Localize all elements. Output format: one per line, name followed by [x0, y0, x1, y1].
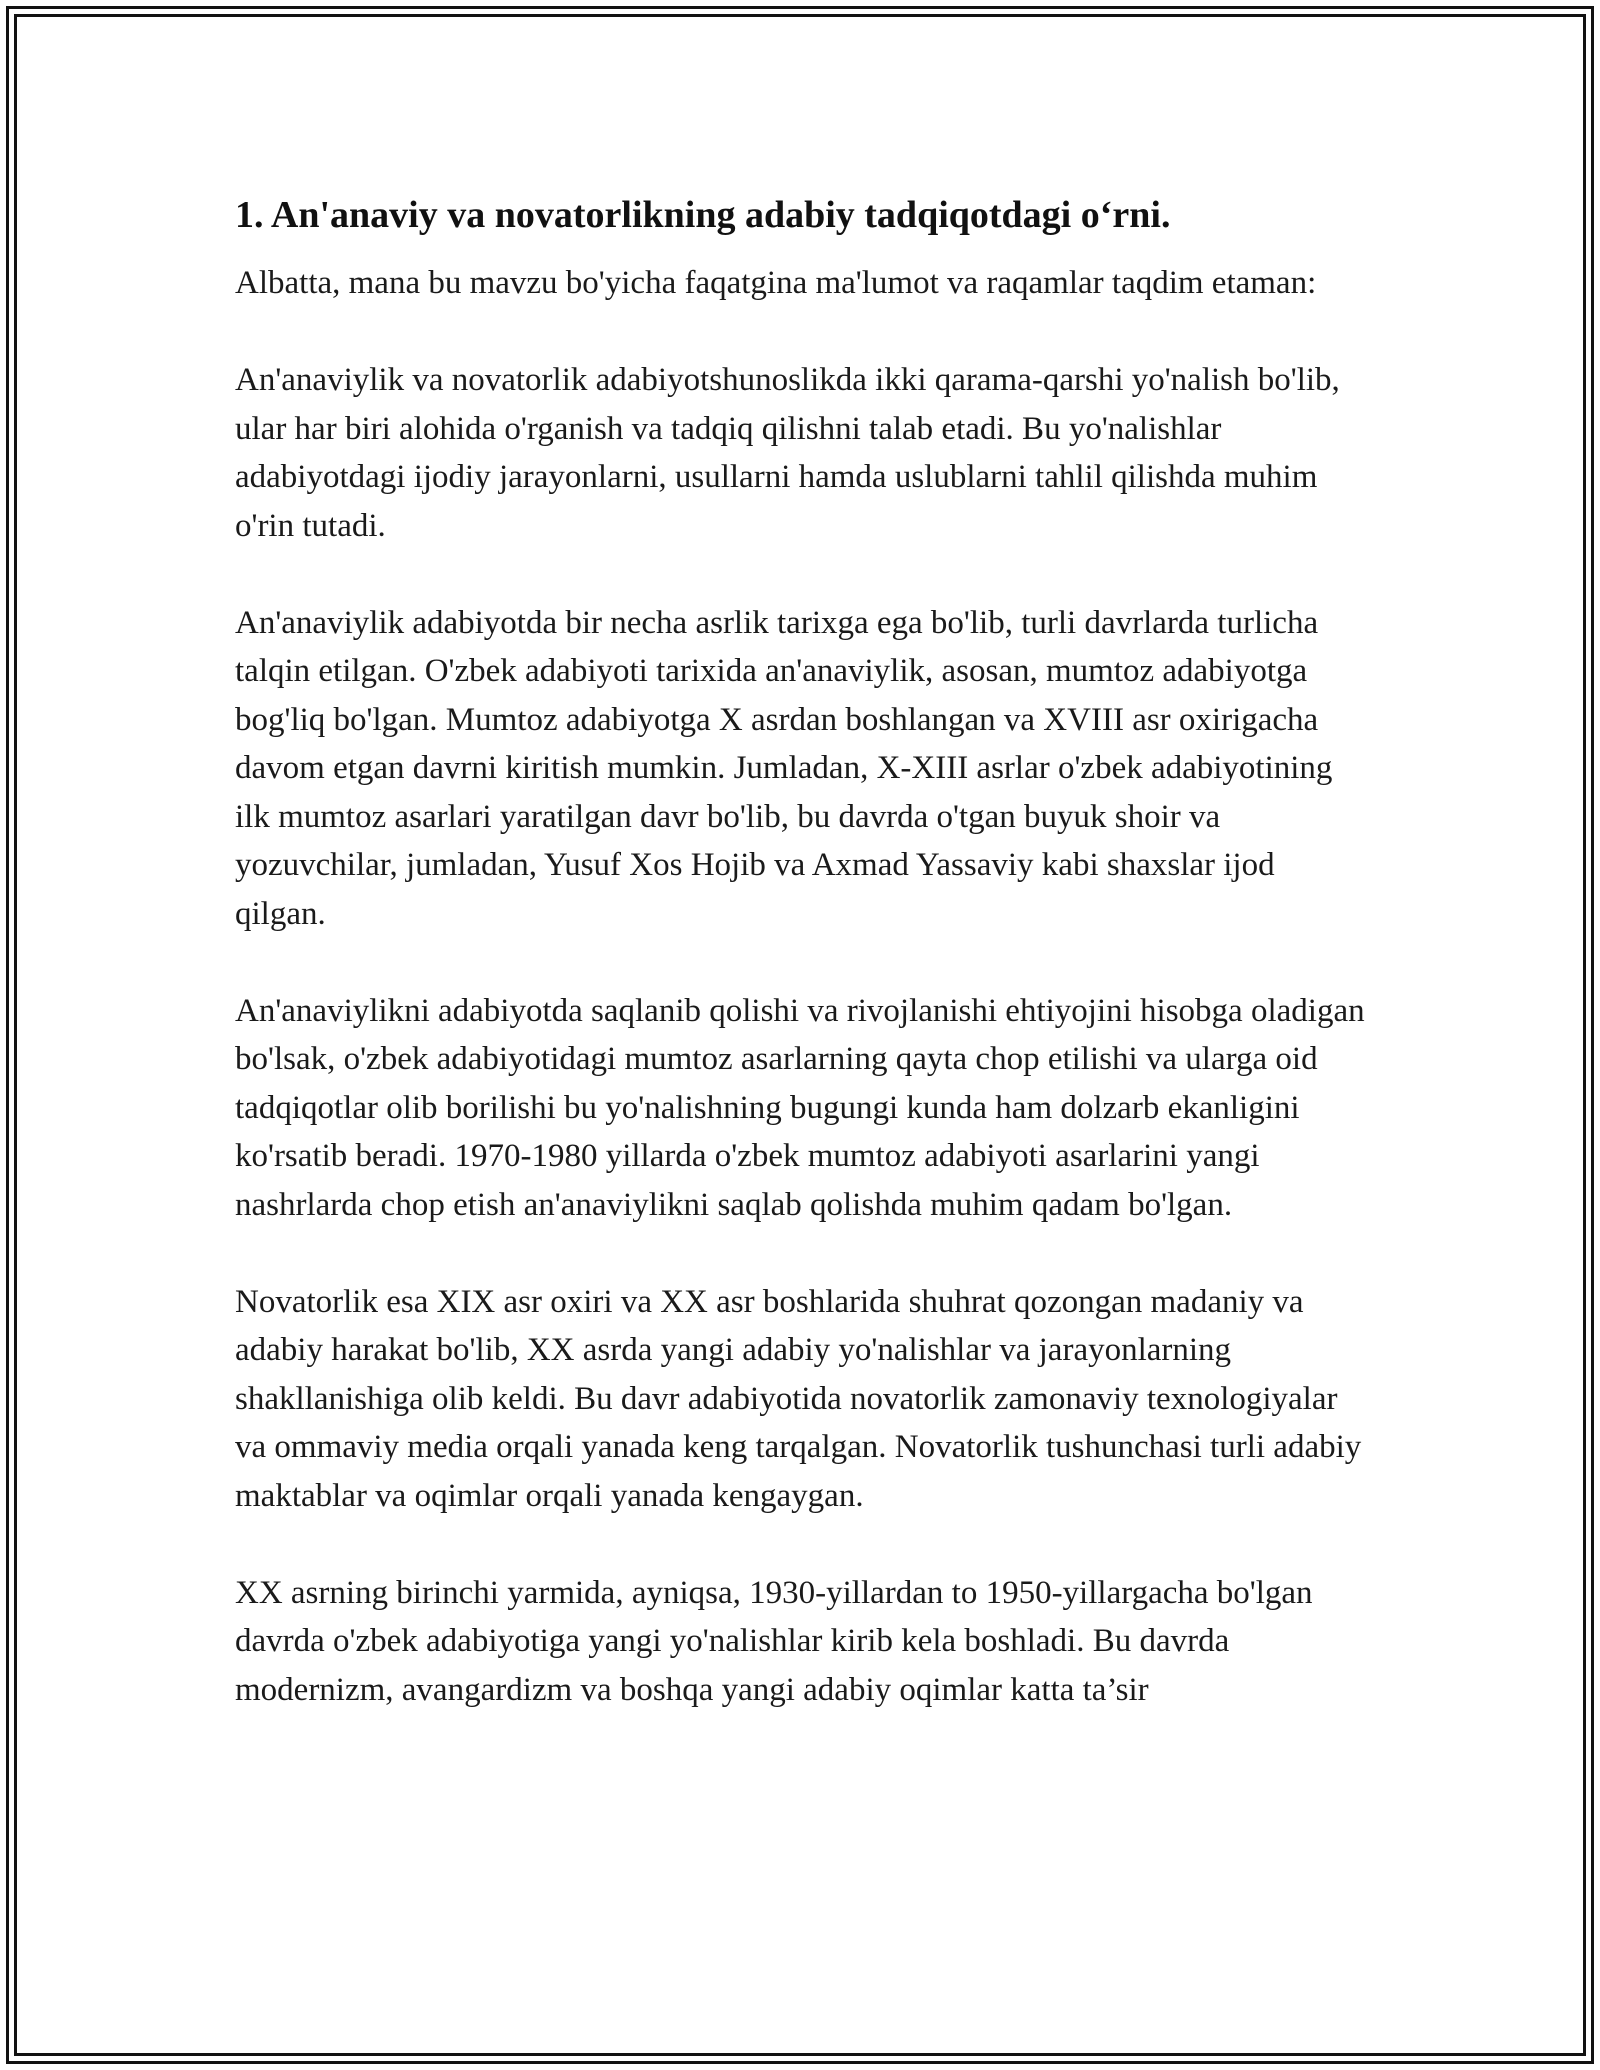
paragraph-twentieth-century: XX asrning birinchi yarmida, ayniqsa, 1930-yillardan to 1950-yillargacha bo'lgan davrda o'zbek adabiyotiga yangi yo'nalishlar kirib kela boshladi. Bu davrda modernizm, avangardizm va boshqa yangi adabiy oqimlar katta ta’sir [235, 1574, 1313, 1708]
paragraph-definition: An'anaviylik va novatorlik adabiyotshunoslikda ikki qarama-qarshi yo'nalish bo'lib, ular har biri alohida o'rganish va tadqiq qilishni talab etadi. Bu yo'nalishlar adabiyotdagi ijodiy jarayonlarni, usullarni hamda uslublarni tahlil qilishda muhim o'rin tutadi. [235, 362, 1340, 544]
paragraph-innovation: Novatorlik esa XIX asr oxiri va XX asr boshlarida shuhrat qozongan madaniy va adabiy harakat bo'lib, XX asrda yangi adabiy yo'nalishlar va jarayonlarning shakllanishiga olib keldi. Bu davr adabiyotida novatorlik zamonaviy texnologiyalar va ommaviy media orqali yanada keng tarqalgan. Novatorlik tushunchasi turli adabiy maktablar va oqimlar orqali yanada kengaygan. [235, 1283, 1362, 1514]
paragraph-intro: Albatta, mana bu mavzu bo'yicha faqatgina ma'lumot va raqamlar taqdim etaman: [235, 265, 1317, 301]
section-heading: 1. An'anaviy va novatorlikning adabiy tadqiqotdagi o‘rni. [235, 194, 1171, 236]
paragraph-tradition-preservation: An'anaviylikni adabiyotda saqlanib qolishi va rivojlanishi ehtiyojini hisobga oladigan bo'lsak, o'zbek adabiyotidagi mumtoz asarlarning qayta chop etilishi va ularga oid tadqiqotlar olib borilishi bu yo'nalishning bugungi kunda ham dolzarb ekanligini ko'rsatib beradi. 1970-1980 yillarda o'zbek mumtoz adabiyoti asarlarini yangi nashrlarda chop etish an'anaviylikni saqlab qolishda muhim qadam bo'lgan. [235, 992, 1365, 1223]
paragraph-tradition-history: An'anaviylik adabiyotda bir necha asrlik tarixga ega bo'lib, turli davrlarda turlicha talqin etilgan. O'zbek adabiyoti tarixida an'anaviylik, asosan, mumtoz adabiyotga bog'liq bo'lgan. Mumtoz adabiyotga X asrdan boshlangan va XVIII asr oxirigacha davom etgan davrni kiritish mumkin. Jumladan, X-XIII asrlar o'zbek adabiyotining ilk mumtoz asarlari yaratilgan davr bo'lib, bu davrda o'tgan buyuk shoir va yozuvchilar, jumladan, Yusuf Xos Hojib va Axmad Yassaviy kabi shaxslar ijod qilgan. [235, 604, 1333, 932]
document-body [235, 187, 1370, 1763]
